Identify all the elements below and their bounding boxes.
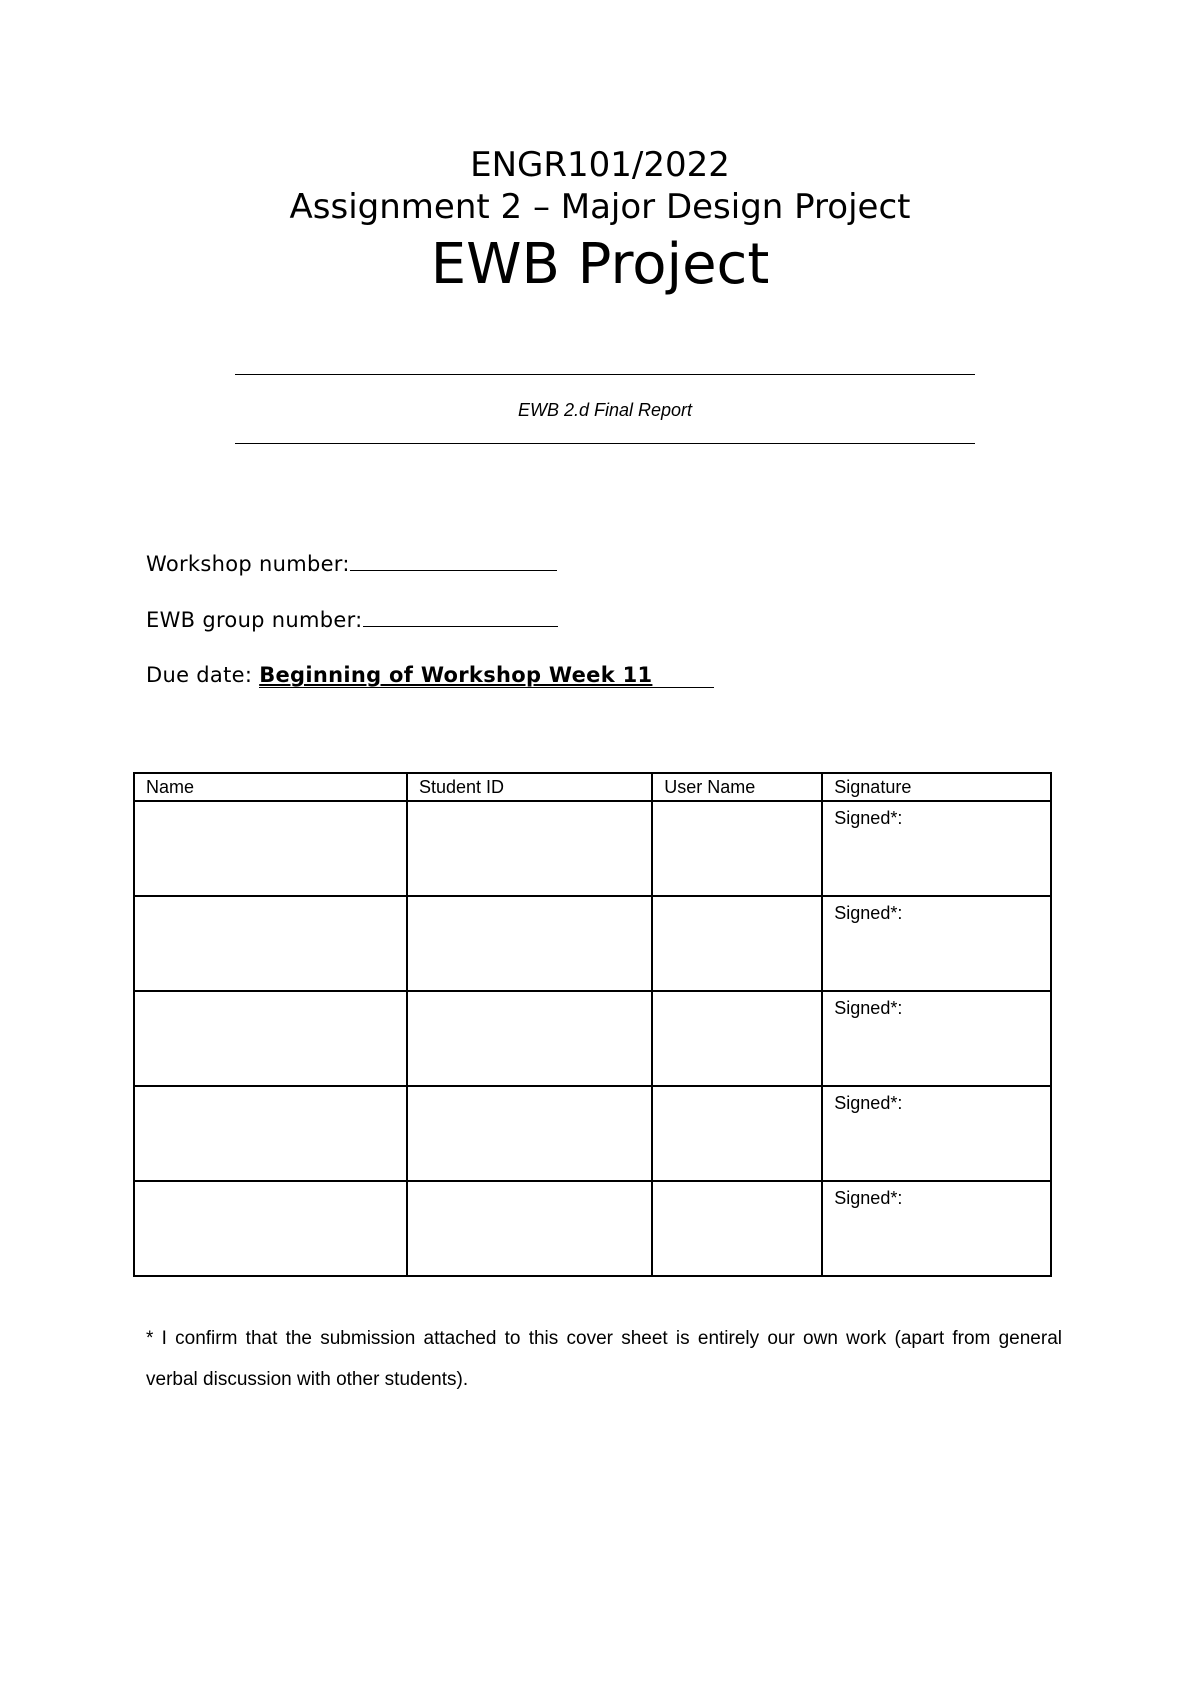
table-row — [134, 991, 1051, 1086]
signature-cell[interactable]: Signed*: — [822, 801, 1051, 896]
student-id-cell[interactable] — [407, 896, 652, 991]
user-name-cell[interactable] — [652, 1181, 822, 1276]
name-cell[interactable] — [134, 896, 407, 991]
name-cell[interactable] — [134, 1181, 407, 1276]
group-number-field — [146, 606, 558, 634]
group-number-label: EWB group number: — [146, 608, 363, 632]
header-student-id: Student ID — [407, 773, 652, 801]
bottom-divider — [235, 443, 975, 444]
name-cell[interactable] — [134, 1086, 407, 1181]
due-date-label: Due date: — [146, 663, 253, 687]
header-name: Name — [134, 773, 407, 801]
student-id-cell[interactable] — [407, 1181, 652, 1276]
workshop-number-blank[interactable] — [350, 550, 557, 571]
top-divider — [235, 374, 975, 375]
due-date-value: Beginning of Workshop Week 11 — [259, 663, 714, 688]
user-name-cell[interactable] — [652, 801, 822, 896]
header-signature: Signature — [822, 773, 1051, 801]
signature-cell[interactable]: Signed*: — [822, 896, 1051, 991]
assignment-title: Assignment 2 – Major Design Project — [289, 187, 911, 227]
user-name-cell[interactable] — [652, 896, 822, 991]
course-code: ENGR101/2022 — [470, 145, 730, 185]
signature-cell[interactable]: Signed*: — [822, 1086, 1051, 1181]
table-header-row — [134, 773, 1051, 801]
workshop-number-label: Workshop number: — [146, 552, 350, 576]
table-row — [134, 896, 1051, 991]
report-name: EWB 2.d Final Report — [517, 400, 693, 420]
table-row — [134, 1086, 1051, 1181]
student-id-cell[interactable] — [407, 991, 652, 1086]
student-id-cell[interactable] — [407, 1086, 652, 1181]
name-cell[interactable] — [134, 991, 407, 1086]
signature-cell[interactable]: Signed*: — [822, 1181, 1051, 1276]
project-title: EWB Project — [430, 232, 770, 297]
signature-cell[interactable]: Signed*: — [822, 991, 1051, 1086]
table-row — [134, 1181, 1051, 1276]
due-date-field — [146, 661, 714, 689]
student-id-cell[interactable] — [407, 801, 652, 896]
group-members-table — [133, 772, 1052, 1277]
header-user-name: User Name — [652, 773, 822, 801]
user-name-cell[interactable] — [652, 991, 822, 1086]
table-row — [134, 801, 1051, 896]
name-cell[interactable] — [134, 801, 407, 896]
user-name-cell[interactable] — [652, 1086, 822, 1181]
declaration-text: * I confirm that the submission attached to this cover sheet is entirely our own work (apart from general verbal discussion with other students). — [146, 1328, 1062, 1390]
group-number-blank[interactable] — [363, 606, 558, 627]
workshop-number-field — [146, 550, 557, 578]
